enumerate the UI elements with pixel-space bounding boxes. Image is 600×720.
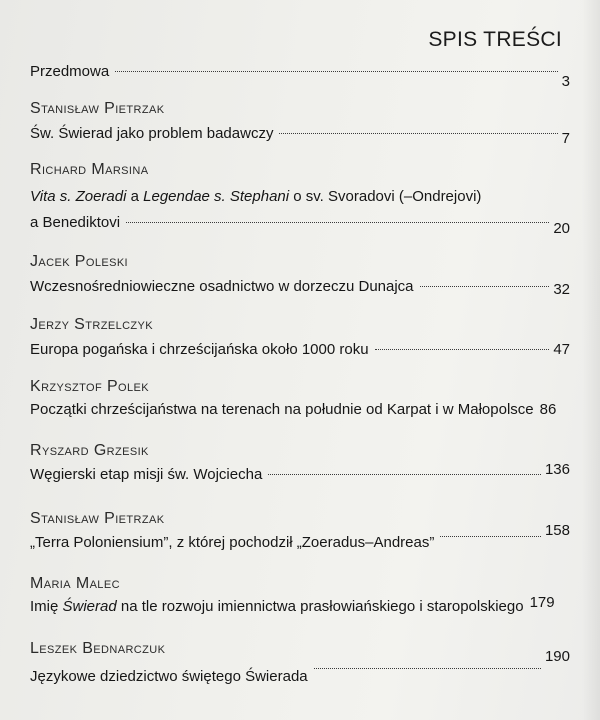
toc-title-text: na tle rozwoju imiennictwa prasłowiańskiego i staropolskiego	[116, 598, 524, 615]
toc-page-number: 190	[544, 648, 570, 665]
toc-author: Maria Malec	[30, 575, 120, 592]
toc-entry-title	[30, 598, 524, 615]
toc-entry-title: Węgierski etap misji św. Wojciecha	[30, 466, 263, 483]
toc-entry-title: Wczesnośredniowieczne osadnictwo w dorzeczu Dunajca	[30, 278, 414, 295]
toc-author: Stanisław Pietrzak	[30, 510, 165, 527]
toc-entry-preface	[30, 63, 570, 90]
dot-leader	[440, 536, 541, 537]
toc-page-number: 47	[553, 341, 570, 358]
dot-leader	[420, 286, 550, 287]
toc-entry	[30, 461, 570, 488]
toc-title-italic: Vita s. Zoeradi	[30, 188, 127, 205]
toc-entry-title: a Benediktovi	[30, 214, 121, 231]
toc-author: Krzysztof Polek	[30, 378, 149, 395]
dot-leader	[375, 349, 550, 350]
dot-leader	[279, 133, 557, 134]
toc-entry	[30, 214, 570, 236]
toc-title-text: a	[126, 188, 144, 205]
toc-entry	[30, 522, 570, 551]
toc-entry-title-line1	[30, 188, 481, 205]
toc-entry	[30, 594, 570, 620]
toc-page-number: 7	[561, 130, 570, 147]
toc-entry-title: Św. Świerad jako problem badawczy	[30, 125, 274, 142]
dot-leader	[126, 222, 549, 223]
toc-entry-title: „Terra Poloniensium”, z której pochodził „Zoeradus–Andreas”	[30, 534, 435, 551]
toc-title-text: Imię	[30, 598, 63, 615]
toc-entry-title: Początki chrześcijaństwa na terenach na południe od Karpat i w Małopolsce	[30, 401, 534, 418]
toc-entry	[30, 341, 570, 363]
dot-leader	[268, 474, 541, 475]
dot-leader	[115, 71, 557, 72]
dot-leader	[314, 668, 541, 669]
toc-page-number: 158	[544, 522, 570, 539]
toc-page-number: 179	[529, 594, 555, 611]
toc-author: Stanisław Pietrzak	[30, 100, 165, 117]
toc-entry	[30, 125, 570, 147]
toc-title-italic: Legendae s. Stephani	[143, 188, 290, 205]
toc-page-number: 3	[561, 73, 570, 90]
toc-entry-title: Przedmowa	[30, 63, 110, 80]
toc-page-number: 136	[544, 461, 570, 478]
toc-title-italic: Świerad	[62, 598, 117, 615]
toc-author: Leszek Bednarczuk	[30, 640, 166, 657]
toc-entry-title: Językowe dziedzictwo świętego Świerada	[30, 668, 308, 685]
toc-page-number: 32	[553, 281, 570, 298]
toc-page-number: 86	[539, 401, 557, 418]
page-title: SPIS TREŚCI	[428, 28, 562, 51]
toc-entry	[30, 278, 570, 300]
toc-author: Ryszard Grzesik	[30, 442, 149, 459]
toc-page-number: 20	[553, 220, 570, 237]
toc-author: Richard Marsina	[30, 161, 149, 178]
toc-entry-title: Europa pogańska i chrześcijańska około 1000 roku	[30, 341, 369, 358]
toc-author: Jerzy Strzelczyk	[30, 316, 154, 333]
toc-entry	[30, 401, 570, 423]
toc-author: Jacek Poleski	[30, 253, 129, 270]
toc-title-text: o sv. Svoradovi (–Ondrejovi)	[289, 188, 482, 205]
